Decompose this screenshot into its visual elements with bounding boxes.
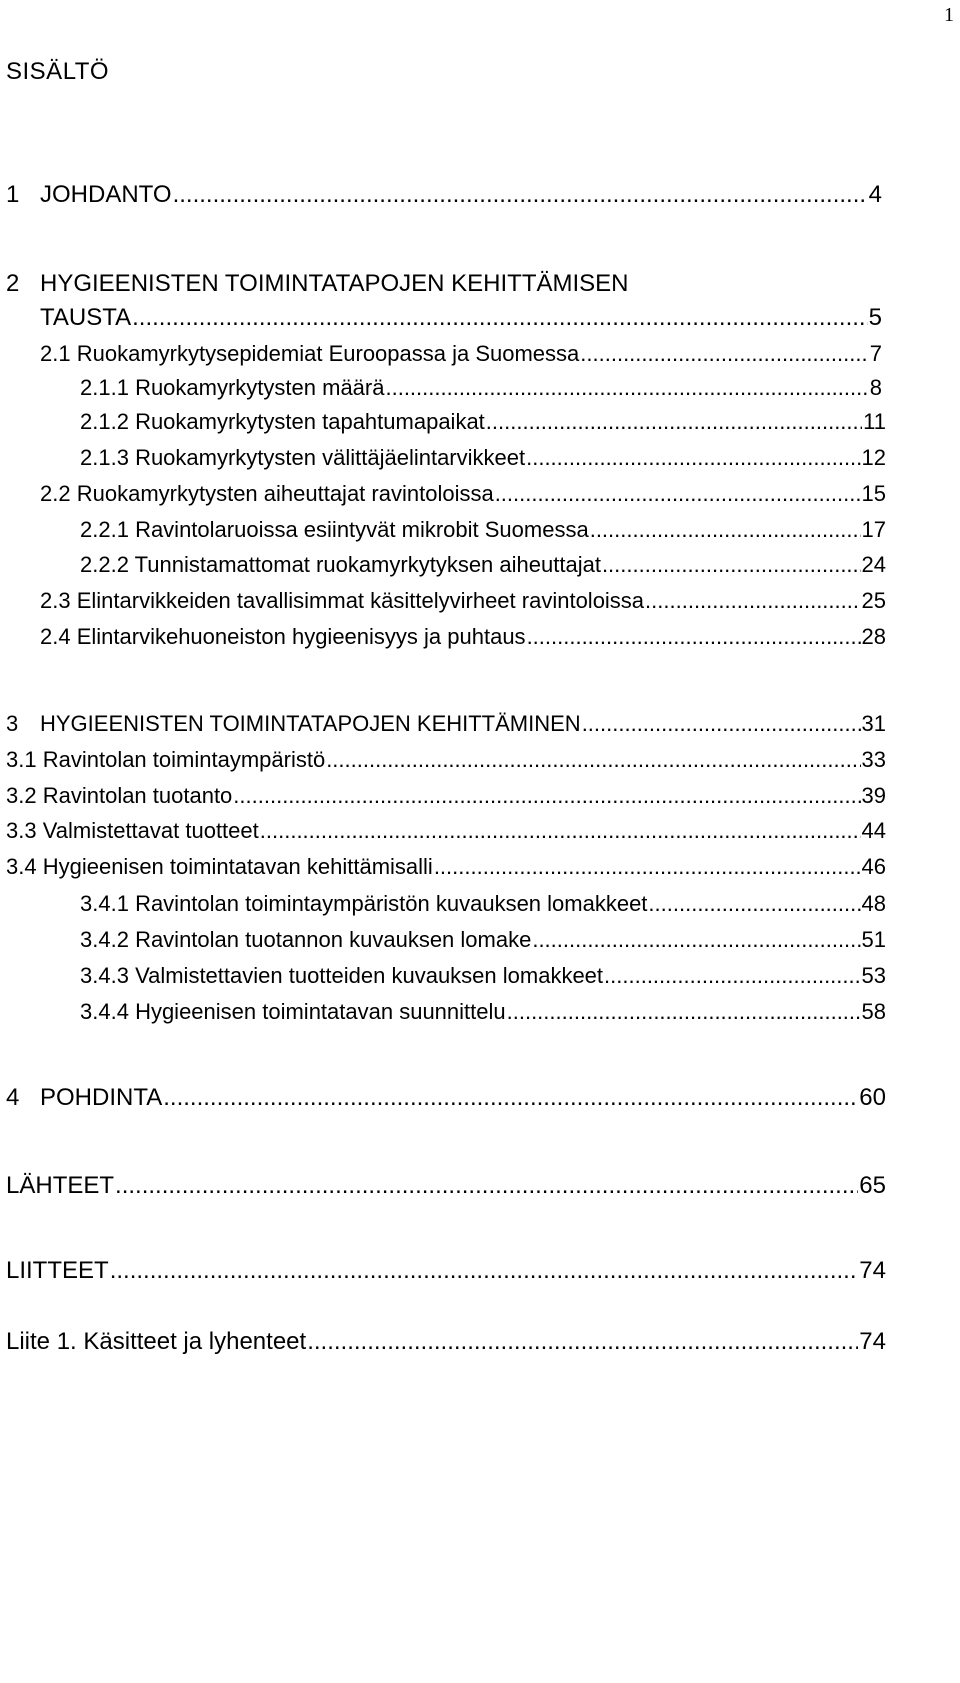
toc-heading: SISÄLTÖ — [6, 58, 110, 85]
toc-leader-dots — [604, 961, 860, 991]
toc-entry-page: 28 — [861, 624, 886, 649]
toc-entry-title — [40, 586, 644, 616]
toc-leader-dots — [163, 1083, 858, 1113]
toc-entry-label: Ravintolan tuotannon kuvauksen lomake — [135, 927, 532, 952]
toc-entry-number: 3.4.3 — [80, 963, 129, 988]
toc-entry-3-3[interactable] — [6, 816, 886, 846]
toc-entry-title — [80, 889, 647, 919]
toc-entry-page: 31 — [861, 711, 886, 736]
toc-leader-dots — [507, 997, 861, 1027]
toc-entry-title — [40, 622, 526, 652]
toc-leader-dots — [648, 889, 860, 919]
toc-leader-dots — [260, 816, 861, 846]
toc-entry-label: Ruokamyrkytysten määrä — [135, 375, 385, 400]
toc-entry-2-4[interactable] — [40, 622, 886, 652]
toc-entry-title — [6, 816, 259, 846]
toc-entry-3-4-1[interactable] — [80, 889, 886, 919]
toc-entry-page: 7 — [869, 341, 882, 366]
toc-entry-label: Elintarvikkeiden tavallisimmat käsittelyvirheet ravintoloissa — [76, 588, 645, 613]
toc-entry-page: 5 — [868, 304, 882, 331]
toc-entry-number: 2.4 — [40, 624, 71, 649]
toc-leader-dots — [486, 407, 862, 437]
toc-entry-title — [6, 852, 433, 882]
toc-entry-title — [80, 550, 601, 580]
toc-entry-label: Hygieenisen toimintatavan kehittämisalli — [42, 854, 433, 879]
toc-entry-2-continued[interactable] — [40, 303, 882, 333]
toc-entry-label: POHDINTA — [40, 1084, 163, 1111]
toc-entry-title — [80, 515, 589, 545]
toc-entry-3-4-2[interactable] — [80, 925, 886, 955]
toc-entry-4[interactable] — [6, 1083, 886, 1113]
toc-entry-page: 12 — [861, 445, 886, 470]
toc-leader-dots — [307, 1327, 858, 1357]
toc-entry-title — [80, 373, 384, 403]
toc-entry-2-1-3[interactable] — [80, 443, 886, 473]
toc-entry-page: 44 — [861, 818, 886, 843]
toc-leader-dots — [645, 586, 860, 616]
toc-leader-dots — [580, 339, 868, 369]
toc-entry-1[interactable] — [6, 180, 882, 210]
toc-entry-number: 4 — [6, 1084, 20, 1111]
toc-entry-number: 3 — [6, 711, 19, 736]
toc-entry-page: 39 — [861, 783, 886, 808]
toc-leader-dots — [173, 180, 868, 210]
toc-entry-label: Ravintolan toimintaympäristö — [42, 747, 326, 772]
toc-leader-dots — [434, 852, 861, 882]
toc-entry-2-3[interactable] — [40, 586, 886, 616]
toc-entry-label: Ruokamyrkytysten aiheuttajat ravintoloissa — [76, 481, 494, 506]
toc-entry-page: 15 — [861, 481, 886, 506]
toc-entry-2-1-1[interactable] — [80, 373, 882, 403]
toc-entry-label: Elintarvikehuoneiston hygieenisyys ja puhtaus — [76, 624, 526, 649]
toc-entry-2-2-1[interactable] — [80, 515, 886, 545]
toc-entry-label: Ruokamyrkytysten tapahtumapaikat — [135, 409, 485, 434]
toc-entry-page: 48 — [861, 891, 886, 916]
toc-entry-label: Ravintolan toimintaympäristön kuvauksen lomakkeet — [135, 891, 648, 916]
toc-entry-label: Ravintolaruoissa esiintyvät mikrobit Suomessa — [135, 517, 589, 542]
toc-entry-title — [6, 1327, 306, 1357]
toc-entry-title — [6, 1256, 109, 1286]
toc-entry-title — [6, 269, 629, 299]
toc-entry-3-4-4[interactable] — [80, 997, 886, 1027]
toc-entry-title — [40, 303, 131, 333]
toc-entry-label: Tunnistamattomat ruokamyrkytyksen aiheuttajat — [134, 552, 601, 577]
toc-entry-page: 4 — [868, 181, 882, 208]
toc-entry-label: Ruokamyrkytysten välittäjäelintarvikkeet — [135, 445, 526, 470]
toc-entry-page: 11 — [863, 409, 886, 434]
toc-entry-page: 74 — [859, 1328, 886, 1355]
toc-entry-page: 46 — [861, 854, 886, 879]
toc-entry-liite-1[interactable] — [6, 1327, 886, 1357]
toc-entry-number: 2 — [6, 270, 20, 297]
toc-leader-dots — [582, 709, 861, 739]
toc-entry-title — [6, 1083, 162, 1113]
toc-entry-3-1[interactable] — [6, 745, 886, 775]
toc-entry-title — [80, 925, 531, 955]
toc-leader-dots — [385, 373, 868, 403]
toc-entry-number: 3.2 — [6, 783, 37, 808]
toc-entry-label: Ravintolan tuotanto — [42, 783, 233, 808]
toc-leader-dots — [115, 1171, 858, 1201]
toc-leader-dots — [495, 479, 861, 509]
toc-entry-2-1-2[interactable] — [80, 407, 886, 437]
toc-entry-title — [80, 961, 603, 991]
page-number: 1 — [944, 4, 954, 26]
toc-entry-title — [40, 339, 579, 369]
toc-entry-label: Valmistettavat tuotteet — [42, 818, 259, 843]
toc-leader-dots — [326, 745, 860, 775]
toc-entry-title — [6, 180, 172, 210]
toc-entry-page: 33 — [861, 747, 886, 772]
toc-entry-number: 2.1.2 — [80, 409, 129, 434]
toc-entry-number: 2.1 — [40, 341, 71, 366]
toc-entry-title — [6, 745, 325, 775]
toc-entry-3-2[interactable] — [6, 781, 886, 811]
toc-leader-dots — [132, 303, 868, 333]
toc-leader-dots — [527, 622, 861, 652]
toc-leader-dots — [110, 1256, 859, 1286]
toc-entry-lahteet[interactable] — [6, 1171, 886, 1201]
toc-leader-dots — [590, 515, 861, 545]
toc-entry-title — [40, 479, 494, 509]
toc-leader-dots — [526, 443, 860, 473]
toc-entry-3-4[interactable] — [6, 852, 886, 882]
toc-entry-page: 51 — [861, 927, 886, 952]
toc-entry-2-2-2[interactable] — [80, 550, 886, 580]
toc-entry-label: LÄHTEET — [6, 1172, 115, 1199]
toc-entry-page: 8 — [869, 375, 882, 400]
toc-entry-title — [6, 781, 232, 811]
toc-entry-title — [80, 407, 485, 437]
toc-entry-number: 2.2 — [40, 481, 71, 506]
toc-entry-label: Ruokamyrkytysepidemiat Euroopassa ja Suomessa — [76, 341, 580, 366]
toc-entry-label: LIITTEET — [6, 1257, 109, 1284]
toc-entry-label: HYGIEENISTEN TOIMINTATAPOJEN KEHITTÄMINEN — [40, 711, 581, 736]
toc-entry-page: 65 — [859, 1172, 886, 1199]
toc-entry-page: 24 — [861, 552, 886, 577]
toc-entry-liitteet[interactable] — [6, 1256, 886, 1286]
toc-entry-label: JOHDANTO — [40, 181, 172, 208]
toc-entry-page: 53 — [861, 963, 886, 988]
toc-entry-number: 1 — [6, 181, 20, 208]
toc-entry-number: 3.4.1 — [80, 891, 129, 916]
toc-entry-title — [6, 709, 581, 739]
toc-entry-number: 3.1 — [6, 747, 37, 772]
toc-entry-number: 2.1.3 — [80, 445, 129, 470]
toc-entry-title — [80, 443, 525, 473]
toc-entry-page: 17 — [861, 517, 886, 542]
toc-entry-number: 2.2.2 — [80, 552, 129, 577]
toc-entry-page: 74 — [859, 1257, 886, 1284]
toc-leader-dots — [602, 550, 861, 580]
toc-entry-number: 3.4.2 — [80, 927, 129, 952]
toc-entry-page: 25 — [861, 588, 886, 613]
toc-entry-3-4-3[interactable] — [80, 961, 886, 991]
toc-entry-number: 3.4.4 — [80, 999, 129, 1024]
toc-entry-page: 60 — [859, 1084, 886, 1111]
toc-entry-number: 3.4 — [6, 854, 37, 879]
toc-entry-2[interactable] — [6, 269, 882, 299]
toc-entry-3[interactable] — [6, 709, 886, 739]
toc-entry-label: Valmistettavien tuotteiden kuvauksen lomakkeet — [135, 963, 604, 988]
toc-entry-title — [80, 997, 506, 1027]
toc-entry-2-1[interactable] — [40, 339, 882, 369]
toc-entry-label: Liite 1. Käsitteet ja lyhenteet — [6, 1328, 307, 1355]
toc-leader-dots — [233, 781, 860, 811]
toc-entry-number: 2.3 — [40, 588, 71, 613]
toc-entry-number: 3.3 — [6, 818, 37, 843]
toc-entry-2-2[interactable] — [40, 479, 886, 509]
toc-entry-label: TAUSTA — [40, 304, 132, 331]
toc-entry-page: 58 — [861, 999, 886, 1024]
toc-entry-label: Hygieenisen toimintatavan suunnittelu — [135, 999, 506, 1024]
toc-entry-number: 2.2.1 — [80, 517, 129, 542]
toc-entry-title — [6, 1171, 114, 1201]
toc-entry-label: HYGIEENISTEN TOIMINTATAPOJEN KEHITTÄMISEN — [40, 270, 629, 297]
toc-leader-dots — [532, 925, 860, 955]
toc-entry-number: 2.1.1 — [80, 375, 129, 400]
